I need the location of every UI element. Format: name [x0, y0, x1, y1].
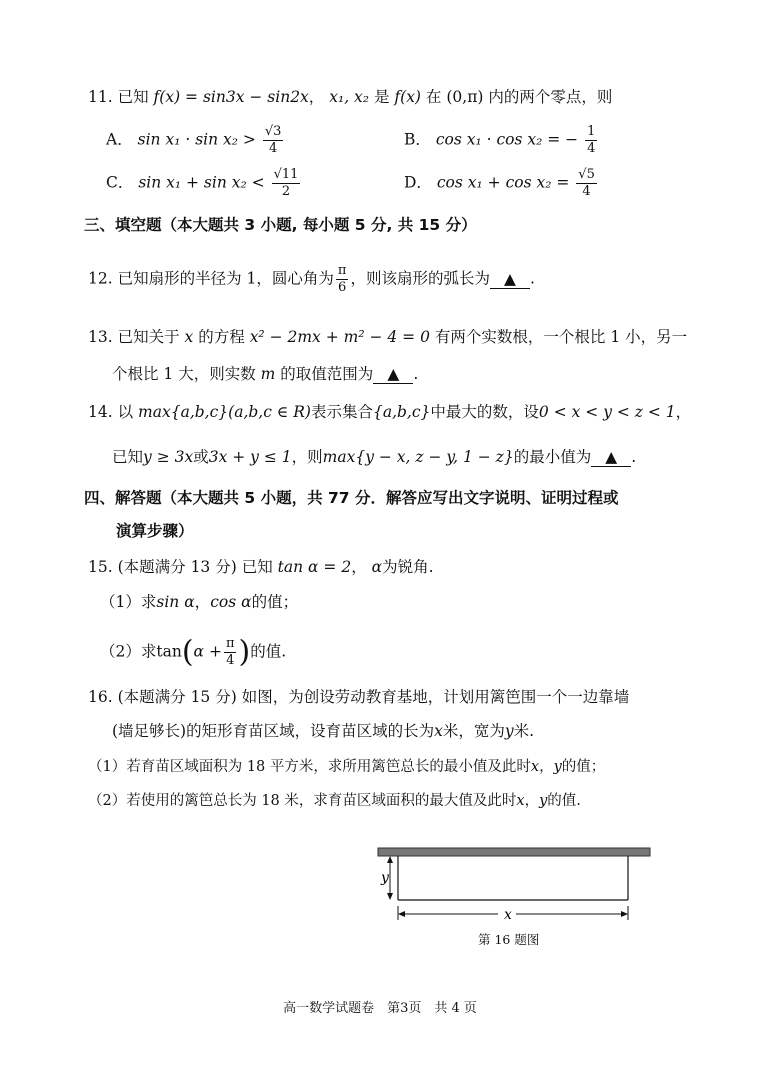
- x-arrow-left-icon: [398, 911, 405, 917]
- q16-stem-line2: (墙足够长)的矩形育苗区域，设育苗区域的长为x米，宽为y米.: [112, 722, 535, 740]
- q11-option-a: A． sin x₁ · sin x₂ > $\frac{√3}{4}$: [106, 124, 282, 156]
- q16-part1: （1）若育苗区域面积为 18 平方米，求所用篱笆总长的最小值及此时x，y的值；: [88, 759, 606, 775]
- q11-option-c: C． sin x₁ + sin x₂ < $\frac{√11}{2}$: [106, 167, 299, 199]
- q14-line1: 14. 以 max{a,b,c}(a,b,c ∈ R)表示集合{a,b,c}中最大的数，设0 < x < y < z < 1，: [88, 403, 692, 421]
- q13-line2: 个根比 1 大，则实数 m 的取值范围为 ▲ .: [112, 365, 419, 383]
- page-footer: 高一数学试题卷 第3页 共 4 页: [283, 1001, 477, 1016]
- figure-caption: 第 16 题图: [478, 932, 540, 947]
- y-arrow-up-icon: [387, 856, 393, 863]
- q11-a-fraction: $\frac{√3}{4}$: [264, 124, 282, 156]
- x-arrow-right-icon: [621, 911, 628, 917]
- q13-line1: 13. 已知关于 x 的方程 x² − 2mx + m² − 4 = 0 有两个实数根，一个根比 1 小，另一: [88, 328, 688, 346]
- q16-part2: （2）若使用的篱笆总长为 18 米，求育苗区域面积的最大值及此时x，y的值.: [88, 793, 581, 809]
- q11-option-d: D． cos x₁ + cos x₂ = $\frac{√5}{4}$: [404, 167, 595, 199]
- q11-b-fraction: $\frac{1}{4}$: [587, 124, 596, 156]
- q16-stem-line1: 16. (本题满分 15 分) 如图，为创设劳动教育基地，计划用篱笆围一个一边靠墙: [88, 688, 630, 706]
- q13-answer-blank: ▲: [373, 365, 413, 384]
- q14-line2: 已知y ≥ 3x或3x + y ≤ 1，则max{y − x, z − y, 1 − z}的最小值为 ▲ .: [112, 448, 637, 466]
- q11-option-b: B． cos x₁ · cos x₂ = − $\frac{1}{4}$: [404, 124, 596, 156]
- q11-d-fraction: $\frac{√5}{4}$: [578, 167, 595, 199]
- q11-stem: 11. 已知 f(x) = sin3x − sin2x， x₁, x₂ 是 f(x) 在 (0,π) 内的两个零点，则: [88, 88, 613, 106]
- fig-y-label: y: [381, 870, 389, 886]
- q12-answer-blank: ▲: [490, 270, 530, 289]
- fig-x-label: x: [504, 907, 512, 922]
- wall: [378, 848, 650, 856]
- section-4-heading: 四、解答题（本大题共 5 小题，共 77 分．解答应写出文字说明、证明过程或: [84, 489, 619, 507]
- section-3-heading: 三、填空题（本大题共 3 小题, 每小题 5 分, 共 15 分）: [84, 216, 477, 234]
- q15-stem: 15. (本题满分 13 分) 已知 tan α = 2， α为锐角.: [88, 558, 434, 576]
- q14-answer-blank: ▲: [591, 448, 631, 467]
- q11-c-fraction: $\frac{√11}{2}$: [273, 167, 299, 199]
- section-4-heading-cont: 演算步骤）: [116, 522, 194, 540]
- y-arrow-down-icon: [387, 893, 393, 900]
- q12: 12. 已知扇形的半径为 1，圆心角为 $\frac{\pi}{6}$ ，则该扇形的弧长为 ▲ .: [88, 263, 535, 295]
- q16-figure: [370, 842, 670, 922]
- q15-part2: （2）求tan(α + $\frac{\pi}{4}$ )的值.: [100, 634, 287, 670]
- q15-fraction: $\frac{\pi}{4}$: [225, 636, 235, 668]
- q15-part1: （1）求sin α，cos α的值；: [100, 593, 299, 611]
- q12-fraction: $\frac{\pi}{6}$: [337, 263, 347, 295]
